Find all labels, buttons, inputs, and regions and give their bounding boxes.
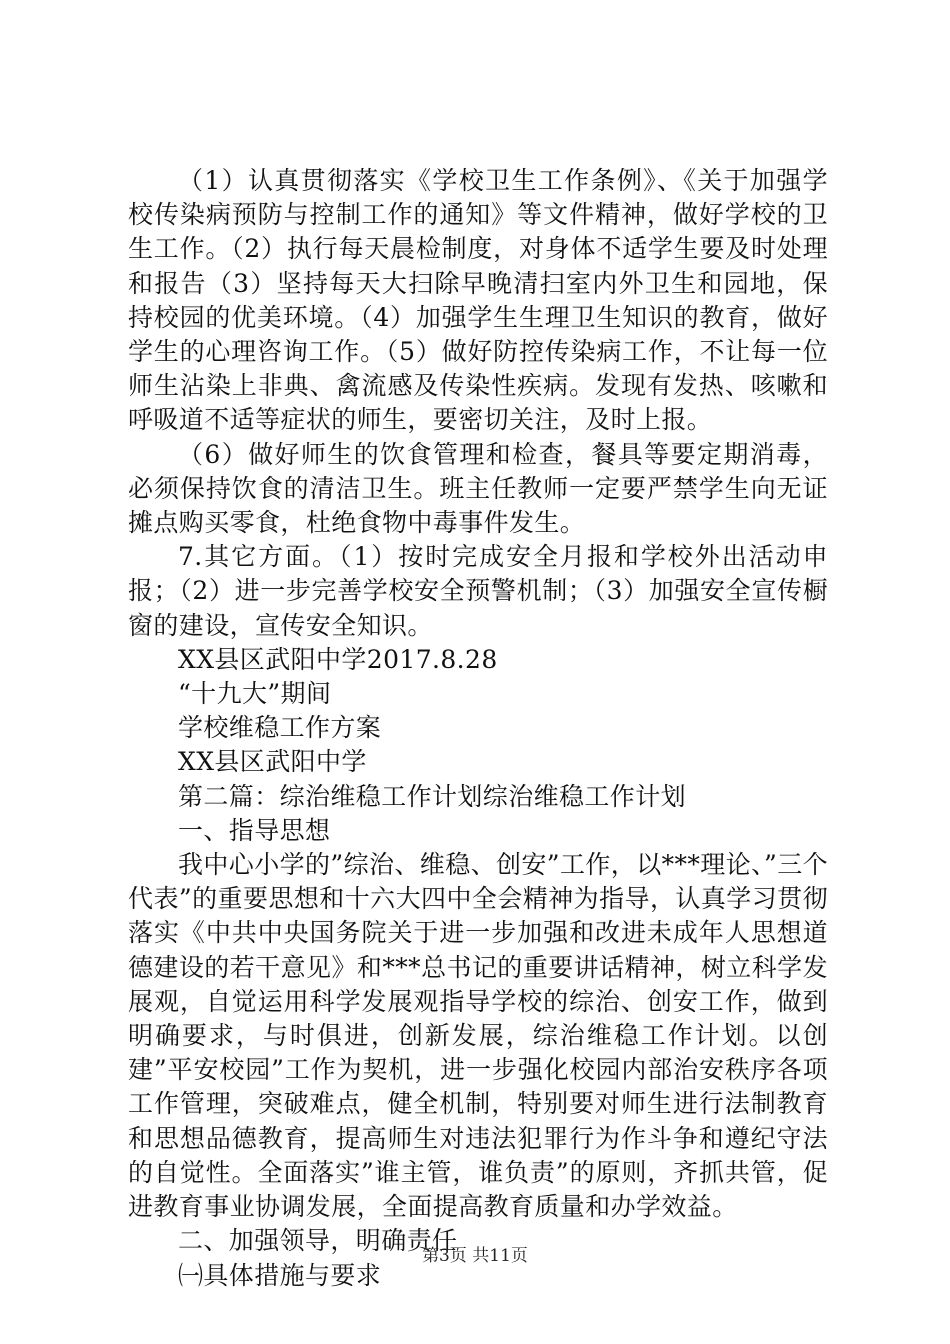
section-title-part-two: 第二篇：综治维稳工作计划综治维稳工作计划 [178,781,687,811]
section-heading-leadership: 二、加强领导，明确责任 [178,1226,458,1256]
section-heading-guiding-thought: 一、指导思想 [178,815,331,845]
paragraph-health-measures: （1）认真贯彻落实《学校卫生工作条例》、《关于加强学校传染病预防与控制工作的通知》等文件精神，做好学校的卫生工作。（2）执行每天晨检制度，对身体不适学生要及时处理和报告（3）坚持每天大扫除早晚清扫室内外卫生和园地，保持校园的优美环境。（4）加强学生生理卫生知识的教育，做好学生的心理咨询工作。（5）做好防控传染病工作，不让每一位师生沾染上非典、禽流感及传染性疾病。发现有发热、咳嗽和呼吸道不适等症状的师生，要密切关注，及时上报。 [128,166,828,435]
heading-school-name: XX县区武阳中学 [178,747,367,777]
signature-school-date: XX县区武阳中学2017.8.28 [178,644,498,674]
page-number-footer: 第3页 共11页 [422,1246,528,1266]
heading-plan-title: 学校维稳工作方案 [178,713,382,743]
heading-period: “十九大”期间 [178,679,332,709]
paragraph-other-aspects: 7.其它方面。（1）按时完成安全月报和学校外出活动申报；（2）进一步完善学校安全预警机制；（3）加强安全宣传橱窗的建设，宣传安全知识。 [128,542,828,640]
subsection-heading-measures: ㈠具体措施与要求 [178,1260,382,1290]
paragraph-food-safety: （6）做好师生的饮食管理和检查，餐具等要定期消毒，必须保持饮食的清洁卫生。班主任教师一定要严禁学生向无证摊点购买零食，杜绝食物中毒事件发生。 [128,439,828,538]
document-body [128,164,828,1293]
paragraph-guiding-thought: 我中心小学的”综治、维稳、创安”工作，以***理论、”三个代表”的重要思想和十六大四中全会精神为指导，认真学习贯彻落实《中共中央国务院关于进一步加强和改进未成年人思想道德建设的若干意见》和***总书记的重要讲话精神，树立科学发展观，自觉运用科学发展观指导学校的综治、创安工作，做到明确要求，与时俱进，创新发展，综治维稳工作计划。以创建”平安校园”工作为契机，进一步强化校园内部治安秩序各项工作管理，突破难点，健全机制，特别要对师生进行法制教育和思想品德教育，提高师生对违法犯罪行为作斗争和遵纪守法的自觉性。全面落实”谁主管，谁负责”的原则，齐抓共管，促进教育事业协调发展，全面提高教育质量和办学效益。 [128,850,828,1222]
